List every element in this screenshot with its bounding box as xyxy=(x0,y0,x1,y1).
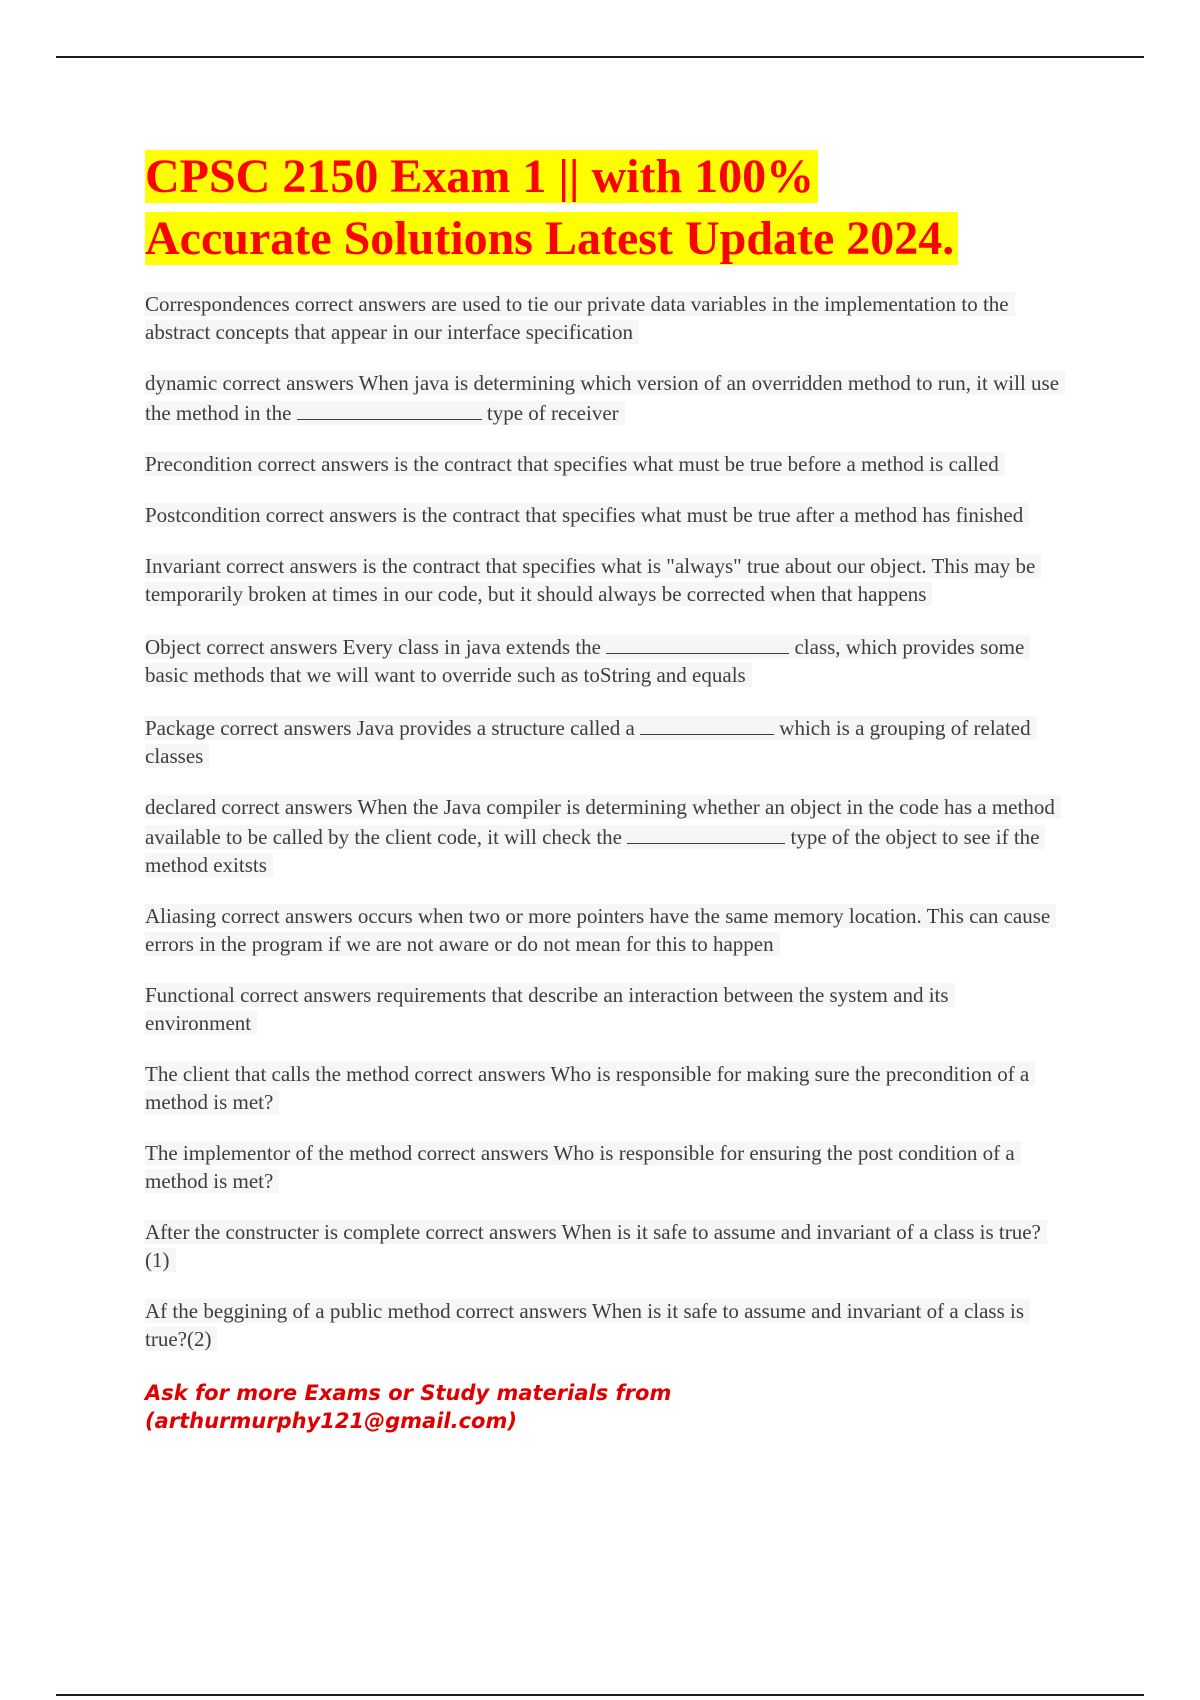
qa-text: Functional correct answers requirements that describe an interaction between the system and its environment xyxy=(145,983,949,1035)
qa-text: dynamic correct answers When java is determining which version of an overridden method to run, it will use the method in the xyxy=(145,371,1060,425)
qa-item-aliasing xyxy=(145,902,1065,958)
qa-text: declared correct answers When the Java compiler is determining whether an object in the code has a method available to be called by the client code, it will check the xyxy=(145,795,1055,849)
qa-text: Package correct answers Java provides a structure called a xyxy=(145,716,635,740)
qa-text-after: class, which provides some basic methods that we will want to override such as toString and equals xyxy=(145,635,1025,687)
title-line-2: Accurate Solutions Latest Update 2024. xyxy=(145,212,958,265)
qa-item-package xyxy=(145,712,1065,770)
qa-item-precondition xyxy=(145,450,1065,478)
qa-text: The client that calls the method correct answers Who is responsible for making sure the precondition of a method is met? xyxy=(145,1062,1030,1114)
top-rule xyxy=(56,56,1144,58)
qa-item-implementor xyxy=(145,1139,1065,1195)
qa-text-after: which is a grouping of related classes xyxy=(145,716,1031,768)
qa-item-functional xyxy=(145,981,1065,1037)
qa-text-after: type of the object to see if the method exitsts xyxy=(145,825,1040,877)
answer-blank xyxy=(606,631,789,654)
qa-item-correspondences xyxy=(145,290,1065,346)
qa-text: Invariant correct answers is the contract that specifies what is "always" true about our object. This may be temporarily broken at times in our code, but it should always be corrected when that happens xyxy=(145,554,1036,606)
answer-blank xyxy=(627,821,785,844)
qa-text: Postcondition correct answers is the contract that specifies what must be true after a method has finished xyxy=(145,503,1024,527)
qa-item-dynamic xyxy=(145,369,1065,427)
qa-text: Precondition correct answers is the contract that specifies what must be true before a method is called xyxy=(145,452,999,476)
contact-note xyxy=(145,1379,1065,1435)
answer-blank xyxy=(640,712,774,735)
contact-email: (arthurmurphy121@gmail.com) xyxy=(145,1409,517,1433)
qa-item-client xyxy=(145,1060,1065,1116)
answer-blank xyxy=(297,397,482,420)
qa-text: Af the beggining of a public method correct answers When is it safe to assume and invariant of a class is true?(2) xyxy=(145,1299,1025,1351)
qa-item-public-method xyxy=(145,1297,1065,1353)
qa-text: Correspondences correct answers are used to tie our private data variables in the implementation to the abstract concepts that appear in our interface specification xyxy=(145,292,1009,344)
qa-text: After the constructer is complete correct answers When is it safe to assume and invariant of a class is true?(1) xyxy=(145,1220,1041,1272)
qa-item-declared xyxy=(145,793,1065,879)
qa-text: Aliasing correct answers occurs when two or more pointers have the same memory location. This can cause errors in the program if we are not aware or do not mean for this to happen xyxy=(145,904,1051,956)
qa-item-constructor xyxy=(145,1218,1065,1274)
qa-text: Object correct answers Every class in java extends the xyxy=(145,635,601,659)
qa-item-postcondition xyxy=(145,501,1065,529)
bottom-rule xyxy=(56,1694,1144,1696)
qa-text: The implementor of the method correct answers Who is responsible for ensuring the post condition of a method is met? xyxy=(145,1141,1015,1193)
qa-item-invariant xyxy=(145,552,1065,608)
document-title xyxy=(145,146,1065,270)
title-line-1: CPSC 2150 Exam 1 || with 100% xyxy=(145,150,818,203)
contact-note-line-1: Ask for more Exams or Study materials from xyxy=(145,1381,672,1405)
qa-item-object xyxy=(145,631,1065,689)
document-body xyxy=(145,146,1065,1435)
qa-text-after: type of receiver xyxy=(486,401,619,425)
